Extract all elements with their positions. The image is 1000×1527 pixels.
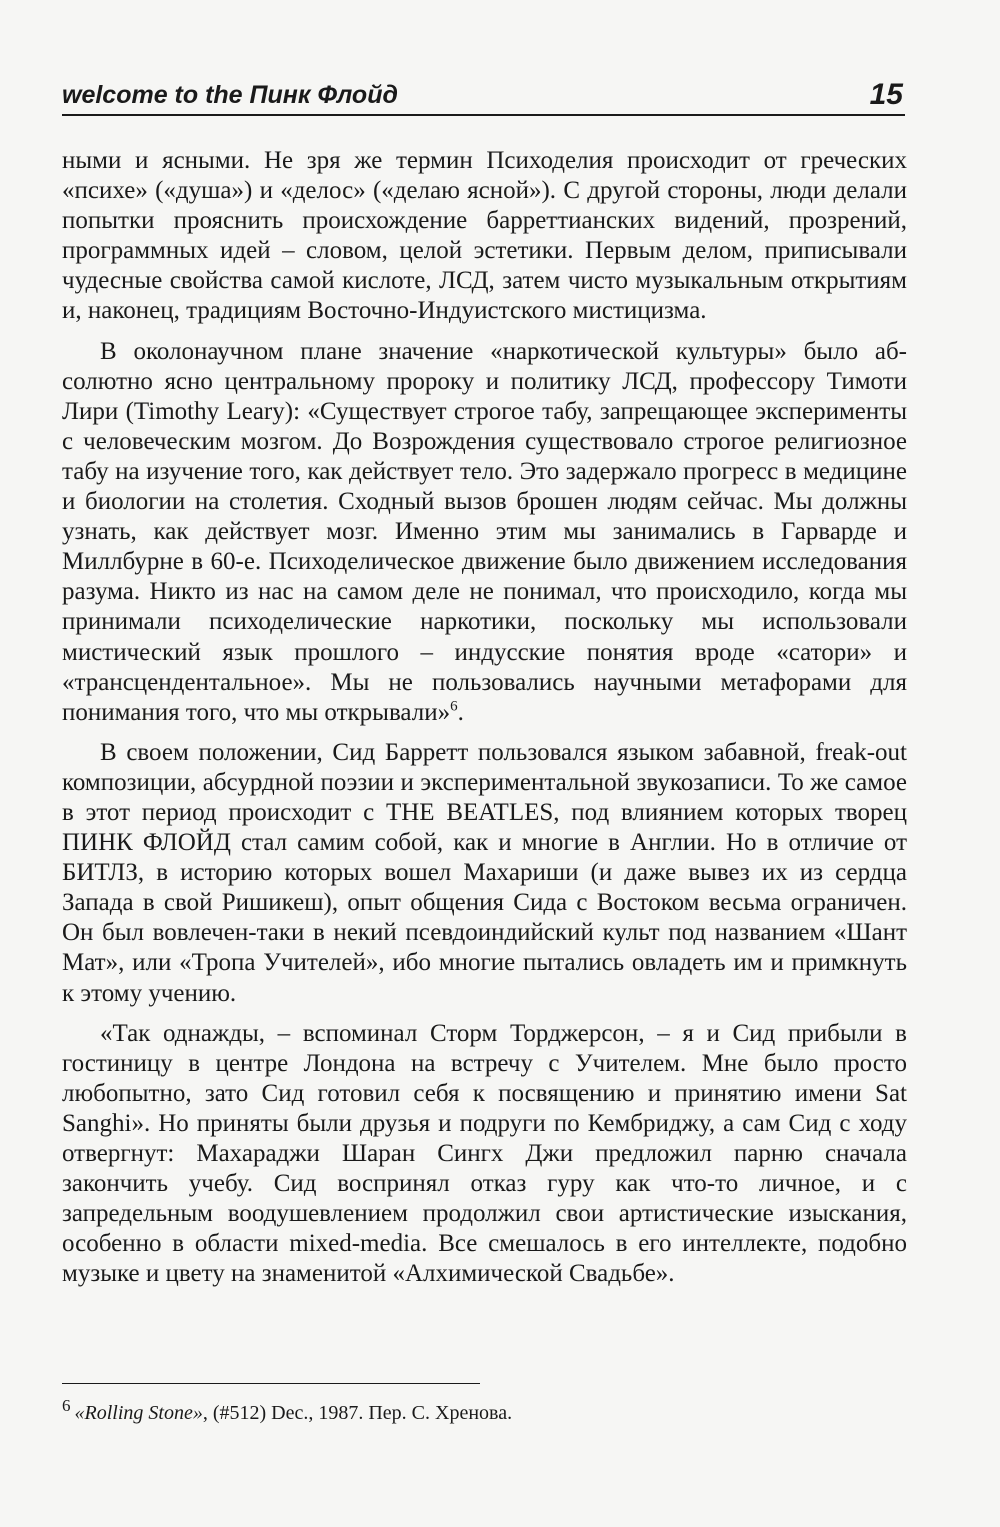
- footnote-text: , (#512) Dec., 1987. Пер. С. Хренова.: [202, 1402, 513, 1424]
- paragraph-2: В околонаучном плане значение «наркотической культуры» было абсолютно ясно центральному пророку и политику ЛСД, профессору Тимоти Лири (Timothy Leary): «Существует строгое табу, запрещающее эксперименты с человеческим мозгом. До Возрождения существовало строгое религиозное табу на изучение того, как действует тело. Это задержало прогресс в медицине и биологии на столетия. Сходный вызов брошен людям сейчас. Мы должны узнать, как действует мозг. Именно этим мы занимались в Гарварде и Миллбурне в 60-е. Психоделическое движение было движением исследования разума. Никто из нас на самом деле не понимал, что происходило, когда мы принимали психоделические наркотики, поскольку мы использовали мистический язык прошлого – индусские понятия вроде «сатори» и «трансцендентальное». Мы не пользовались научными метафорами для понимания того, что мы открывали»$^6$.: [62, 337, 907, 726]
- footnote: [62, 1396, 907, 1426]
- footnote-divider: [62, 1383, 480, 1384]
- paragraph-4: «Так однажды, – вспоминал Сторм Торджерсон, – я и Сид прибыли в гостиницу в центре Лондона на встречу с Учителем. Мне было просто любопытно, зато Сид готовил себя к посвящению и принятию имени Sat Sanghi». Но приняты были друзья и подруги по Кембриджу, а сам Сид с ходу отвергнут: Махараджи Шаран Сингх Джи предложил парню сначала закончить учебу. Сид воспринял отказ гуру как что-то личное, и с запредельным воодушевлением продолжил свои артистические изыскания, особенно в области mixed-media. Все смешалось в его интеллекте, подобно музыке и цвету на знаменитой «Алхимической Свадьбе».: [62, 1019, 907, 1288]
- running-head: [62, 80, 905, 116]
- footnote-mark: 6: [62, 1396, 71, 1416]
- page-number: 15: [869, 78, 903, 111]
- footnote-source: «Rolling Stone»: [74, 1402, 203, 1424]
- paragraph-1: ными и ясными. Не зря же термин Психоделия происходит от греческих «психе» («душа») и «делос» («делаю ясной»). С другой стороны, люди делали попытки прояснить происхождение барреттианских видений, прозрений, программных идей – словом, целой эстетики. Первым делом, приписывали чудесные свойства самой кислоте, ЛСД, затем чисто музыкальным открытиям и, наконец, традициям Восточно-Индуистского мистицизма.: [62, 147, 907, 325]
- footnote-reference: 6: [450, 698, 458, 715]
- running-title: welcome to the Пинк Флойд: [62, 81, 398, 109]
- body-text: [62, 146, 907, 1289]
- paragraph-3: В своем положении, Сид Барретт пользовался языком забавной, freak-out композиции, абсурдной поэзии и экспериментальной звукозаписи. То же самое в этот период происходит с THE BEATLES, под влиянием которых творец ПИНК ФЛОЙД стал самим собой, как и многие в Англии. Но в отличие от БИТЛЗ, в историю которых вошел Махариши (и даже вывез их из сердца Запада в свой Ришикеш), опыт общения Сида с Востоком весьма ограничен. Он был вовлечен-таки в некий псевдоиндийский культ под названием «Шант Мат», или «Тропа Учителей», ибо многие пытались овладеть им и примкнуть к этому учению.: [62, 738, 907, 1007]
